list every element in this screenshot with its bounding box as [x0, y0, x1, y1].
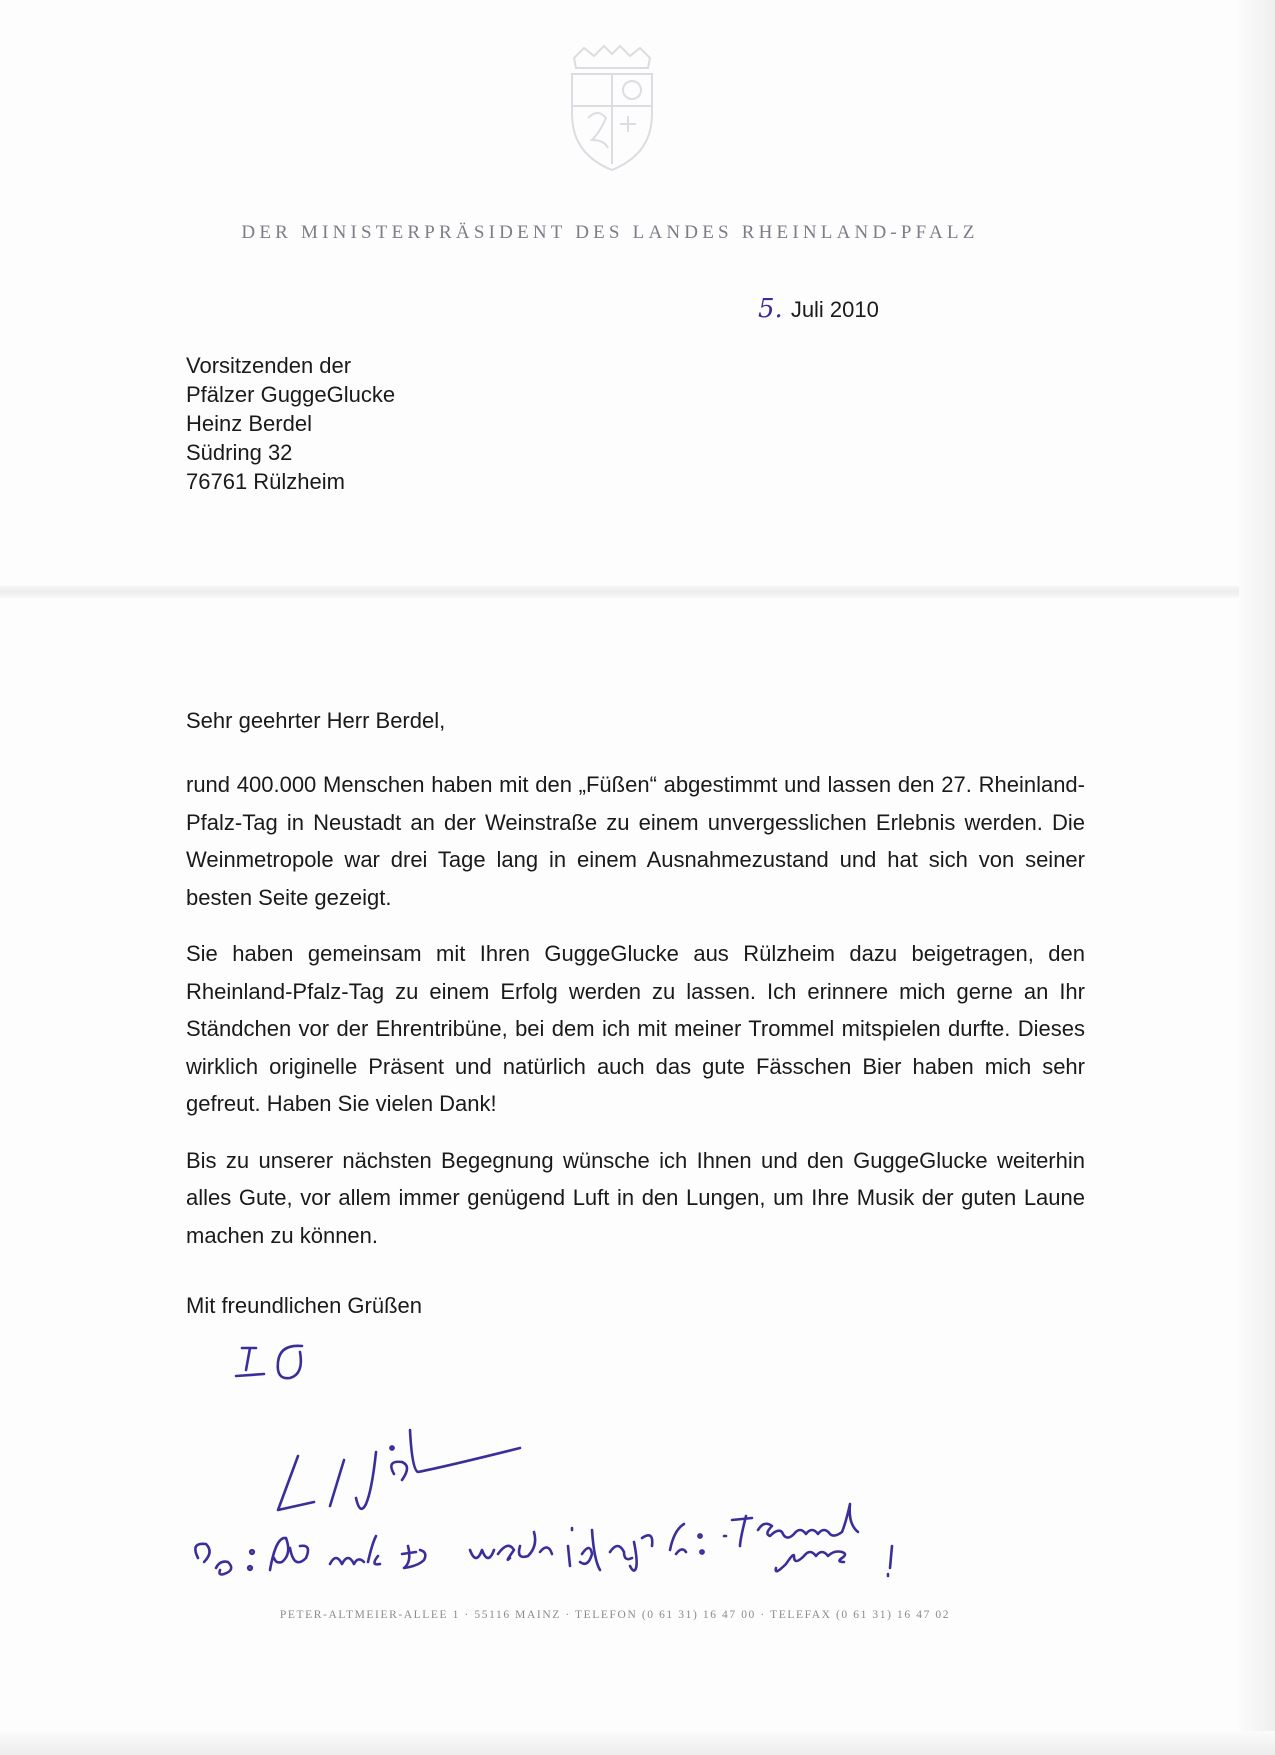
address-line: Vorsitzenden der [186, 353, 352, 378]
address-line: Heinz Berdel [186, 411, 312, 436]
address-line: Südring 32 [186, 440, 293, 465]
body-paragraph: Bis zu unserer nächsten Begegnung wünsche ich Ihnen und den GuggeGlucke weiterhin alles Gute, vor allem immer genügend Luft in den Lungen, um Ihre Musik der guten Laune machen zu können. [186, 1147, 1085, 1248]
salutation: Sehr geehrter Herr Berdel, [186, 708, 446, 733]
date-month-year: Juli 2010 [790, 297, 879, 322]
closing-phrase: Mit freundlichen Grüßen [186, 1293, 422, 1318]
paper-fold-line [0, 586, 1239, 598]
letter-body [186, 766, 1085, 1273]
letterhead-footer-address: PETER-ALTMEIER-ALLEE 1 · 55116 MAINZ · TELEFON (0 61 31) 16 47 00 · TELEFAX (0 61 31) 16 47 02 [279, 1609, 951, 1621]
body-paragraph: rund 400.000 Menschen haben mit den „Füßen“ abgestimmt und lassen den 27. Rheinland-Pfalz-Tag in Neustadt an der Weinstraße zu einem unvergesslichen Erlebnis werden. Die Weinmetropole war drei Tage lang in einem Ausnahmezustand und hat sich von seiner besten Seite gezeigt. [186, 772, 1085, 910]
paper-edge-right [1239, 0, 1275, 1755]
paper-edge-bottom [0, 1731, 1275, 1755]
letter-date [758, 294, 879, 324]
date-day-handwritten: 5. [758, 294, 783, 324]
address-line: Pfälzer GuggeGlucke [186, 382, 396, 407]
handwritten-postscript [200, 1520, 1120, 1580]
body-paragraph: Sie haben gemeinsam mit Ihren GuggeGlucke aus Rülzheim dazu beigetragen, den Rheinland-Pfalz-Tag zu einem Erfolg werden zu lassen. Ich erinnere mich gerne an Ihr Ständchen vor der Ehrentribüne, bei dem ich mit meiner Trommel mitspielen durfte. Dieses wirklich originelle Präsent und natürlich auch das gute Fässchen Bier haben mich sehr gefreut. Haben Sie vielen Dank! [186, 941, 1085, 1116]
recipient-address [186, 351, 395, 496]
address-line: 76761 Rülzheim [186, 469, 345, 494]
letterhead-title: DER MINISTERPRÄSIDENT DES LANDES RHEINLAND-PFALZ [241, 222, 979, 243]
crest-emblem-icon [560, 44, 664, 174]
